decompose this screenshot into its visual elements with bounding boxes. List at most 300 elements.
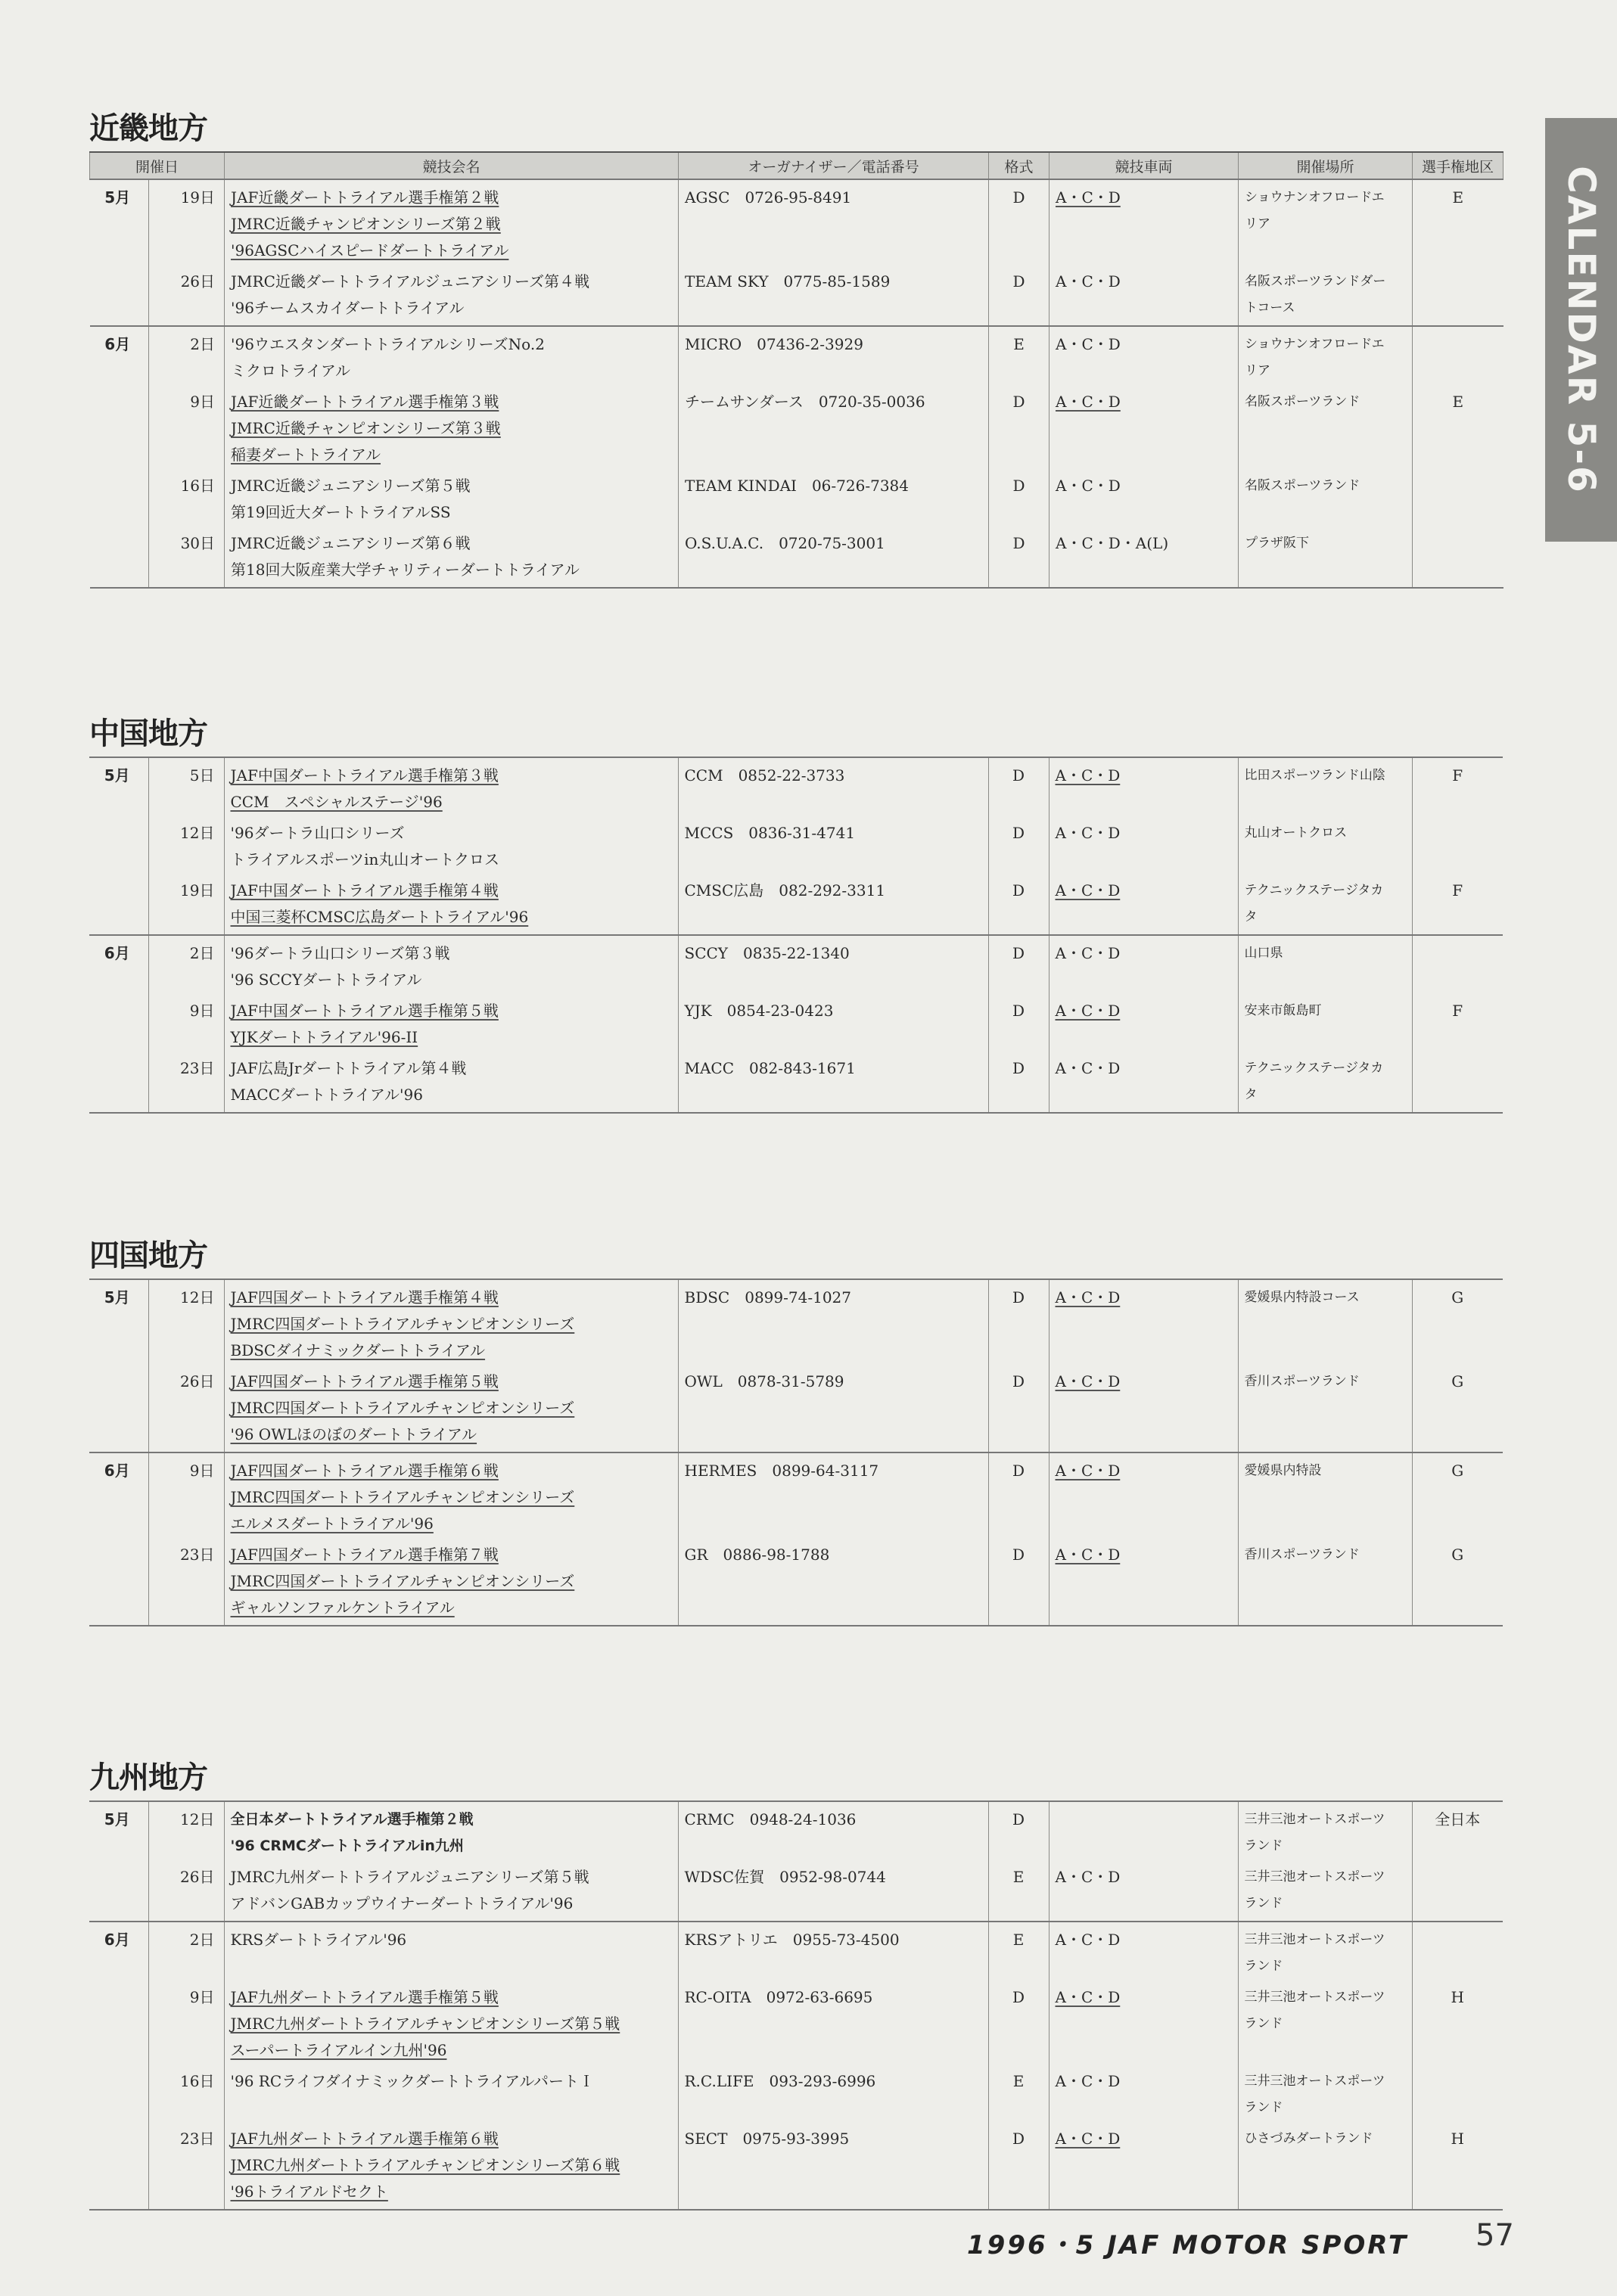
event-name-cell bbox=[225, 179, 679, 264]
championship-region-cell bbox=[1412, 1051, 1503, 1113]
vehicles-cell bbox=[1049, 1279, 1238, 1364]
month-cell: 5月 bbox=[104, 1288, 130, 1306]
championship-region-cell bbox=[1412, 1922, 1503, 1980]
table-row bbox=[89, 1279, 1503, 1364]
day-cell: 19日 bbox=[149, 179, 225, 264]
event-name-line: ギャルソンファルケントライアル bbox=[230, 1599, 455, 1617]
column-header: 開催日 bbox=[90, 152, 225, 179]
vehicles-cell bbox=[1049, 2121, 1238, 2210]
venue-cell bbox=[1238, 1051, 1412, 1113]
month-cell bbox=[89, 1859, 148, 1922]
format-cell: E bbox=[988, 2064, 1049, 2121]
month-cell bbox=[89, 2121, 148, 2210]
event-name-line: JAF広島Jrダートトライアル第４戦 bbox=[230, 1059, 467, 1077]
event-name-cell bbox=[224, 1452, 678, 1537]
venue-line: 三井三池オートスポーツ bbox=[1244, 1932, 1385, 1947]
event-name-line: '96トライアルドセクト bbox=[230, 2183, 388, 2201]
month-cell: 5月 bbox=[104, 1810, 130, 1828]
vehicles-cell bbox=[1049, 993, 1238, 1051]
event-name-line: JMRC四国ダートトライアルチャンピオンシリーズ bbox=[230, 1572, 575, 1590]
venue-cell bbox=[1239, 526, 1413, 588]
day-cell: 9日 bbox=[148, 1980, 224, 2064]
organizer-cell: HERMES 0899-64-3117 bbox=[678, 1452, 988, 1537]
month-cell bbox=[90, 526, 149, 588]
championship-region-cell: G bbox=[1412, 1364, 1503, 1452]
venue-line: 名阪スポーツランド bbox=[1245, 478, 1360, 493]
event-name-cell bbox=[225, 468, 679, 526]
month-group bbox=[89, 1922, 1503, 2210]
month-cell: 6月 bbox=[104, 1931, 130, 1949]
event-name-cell bbox=[225, 384, 679, 468]
organizer-cell: TEAM KINDAI 06-726-7384 bbox=[679, 468, 989, 526]
calendar-tab bbox=[1545, 118, 1617, 542]
day-cell: 2日 bbox=[148, 935, 224, 993]
event-name-line: MACCダートトライアル'96 bbox=[230, 1086, 423, 1104]
event-name-line: JAF近畿ダートトライアル選手権第３戦 bbox=[231, 393, 499, 411]
event-name-line: JMRC近畿ジュニアシリーズ第６戦 bbox=[231, 534, 471, 552]
vehicles-cell bbox=[1049, 935, 1238, 993]
format-cell: E bbox=[989, 326, 1049, 384]
championship-region-cell bbox=[1413, 526, 1503, 588]
organizer-cell: YJK 0854-23-0423 bbox=[678, 993, 988, 1051]
table-row bbox=[89, 935, 1503, 993]
organizer-cell: KRSアトリエ 0955-73-4500 bbox=[678, 1922, 988, 1980]
venue-cell bbox=[1238, 993, 1412, 1051]
venue-line: ランド bbox=[1244, 1896, 1283, 1911]
event-name-cell bbox=[225, 326, 679, 384]
event-name-line: JAF近畿ダートトライアル選手権第２戦 bbox=[231, 188, 499, 207]
vehicle-classes: A・C・D bbox=[1055, 824, 1121, 842]
vehicle-classes: A・C・D bbox=[1055, 881, 1121, 899]
venue-line: ランド bbox=[1244, 2100, 1283, 2115]
vehicles-cell bbox=[1049, 816, 1238, 873]
event-name-line: 中国三菱杯CMSC広島ダートトライアル'96 bbox=[230, 908, 529, 926]
venue-line: 山口県 bbox=[1244, 946, 1283, 961]
championship-region-cell: 全日本 bbox=[1412, 1801, 1503, 1859]
vehicle-classes: A・C・D bbox=[1056, 393, 1121, 411]
organizer-cell: O.S.U.A.C. 0720-75-3001 bbox=[679, 526, 989, 588]
championship-region-cell bbox=[1412, 816, 1503, 873]
event-name-line: BDSCダイナミックダートトライアル bbox=[230, 1341, 486, 1359]
venue-line: トコース bbox=[1245, 300, 1295, 315]
event-name-line: '96ダートラ山口シリーズ bbox=[230, 824, 405, 842]
event-name-line: '96 CRMCダートトライアルin九州 bbox=[230, 1838, 464, 1854]
format-cell: D bbox=[989, 384, 1049, 468]
month-cell bbox=[89, 2064, 148, 2121]
venue-cell bbox=[1238, 816, 1412, 873]
section-title: 四国地方 bbox=[89, 1238, 207, 1273]
event-name-cell bbox=[224, 1859, 678, 1922]
event-name-cell bbox=[224, 1279, 678, 1364]
venue-line: 安来市飯島町 bbox=[1244, 1003, 1322, 1018]
event-name-line: '96ダートラ山口シリーズ第３戦 bbox=[230, 944, 450, 962]
championship-region-cell bbox=[1413, 326, 1503, 384]
vehicles-cell bbox=[1049, 1980, 1238, 2064]
table-row bbox=[89, 1859, 1503, 1922]
month-group bbox=[90, 326, 1503, 588]
vehicle-classes: A・C・D bbox=[1055, 1868, 1121, 1886]
event-name-line: JAF中国ダートトライアル選手権第４戦 bbox=[230, 881, 499, 899]
event-name-cell bbox=[224, 757, 678, 816]
venue-line: ひさづみダートランド bbox=[1244, 2131, 1373, 2146]
venue-line: 名阪スポーツランド bbox=[1245, 394, 1360, 409]
championship-region-cell: H bbox=[1412, 2121, 1503, 2210]
table-row bbox=[90, 468, 1503, 526]
section-title: 九州地方 bbox=[89, 1760, 207, 1795]
event-name-line: ミクロトライアル bbox=[231, 362, 351, 380]
venue-line: 三井三池オートスポーツ bbox=[1244, 1869, 1385, 1884]
day-cell: 5日 bbox=[148, 757, 224, 816]
event-name-line: JAF四国ダートトライアル選手権第６戦 bbox=[230, 1462, 499, 1480]
venue-cell bbox=[1238, 2064, 1412, 2121]
section bbox=[89, 106, 1503, 589]
venue-line: タ bbox=[1244, 1087, 1258, 1102]
event-name-line: JAF四国ダートトライアル選手権第５戦 bbox=[230, 1372, 499, 1390]
venue-cell bbox=[1238, 1537, 1412, 1626]
event-name-cell bbox=[224, 873, 678, 935]
format-cell: D bbox=[989, 264, 1049, 326]
section bbox=[89, 711, 1503, 1114]
vehicles-cell bbox=[1049, 264, 1239, 326]
venue-line: 名阪スポーツランドダー bbox=[1245, 274, 1386, 289]
organizer-cell: AGSC 0726-95-8491 bbox=[679, 179, 989, 264]
month-cell bbox=[90, 384, 149, 468]
day-cell: 12日 bbox=[148, 1279, 224, 1364]
event-name-cell bbox=[225, 526, 679, 588]
venue-cell bbox=[1238, 1801, 1412, 1859]
event-name-line: JMRC四国ダートトライアルチャンピオンシリーズ bbox=[230, 1488, 575, 1506]
venue-cell bbox=[1238, 1922, 1412, 1980]
format-cell: D bbox=[988, 1801, 1049, 1859]
vehicles-cell bbox=[1049, 1452, 1238, 1537]
column-header: 開催場所 bbox=[1239, 152, 1413, 179]
vehicles-cell bbox=[1049, 1922, 1238, 1980]
organizer-cell: TEAM SKY 0775-85-1589 bbox=[679, 264, 989, 326]
month-cell bbox=[90, 468, 149, 526]
organizer-cell: WDSC佐賀 0952-98-0744 bbox=[678, 1859, 988, 1922]
event-name-line: JMRC四国ダートトライアルチャンピオンシリーズ bbox=[230, 1315, 575, 1333]
vehicles-cell bbox=[1049, 468, 1239, 526]
venue-line: ランド bbox=[1244, 1838, 1283, 1853]
event-name-line: JMRC近畿ジュニアシリーズ第５戦 bbox=[231, 477, 471, 495]
format-cell: D bbox=[988, 1537, 1049, 1626]
venue-cell bbox=[1239, 179, 1413, 264]
organizer-cell: OWL 0878-31-5789 bbox=[678, 1364, 988, 1452]
day-cell: 30日 bbox=[149, 526, 225, 588]
event-name-cell bbox=[224, 2064, 678, 2121]
month-cell: 5月 bbox=[104, 766, 130, 784]
month-cell bbox=[90, 264, 149, 326]
event-name-line: アドバンGABカップウイナーダートトライアル'96 bbox=[230, 1894, 574, 1912]
schedule-table bbox=[89, 757, 1503, 1114]
vehicle-classes: A・C・D bbox=[1055, 1931, 1121, 1949]
championship-region-cell: F bbox=[1412, 993, 1503, 1051]
championship-region-cell bbox=[1412, 2064, 1503, 2121]
event-name-line: スーパートライアルイン九州'96 bbox=[230, 2041, 447, 2059]
vehicle-classes: A・C・D bbox=[1055, 2130, 1121, 2148]
format-cell: D bbox=[988, 1980, 1049, 2064]
table-row bbox=[89, 1922, 1503, 1980]
column-header: 競技車両 bbox=[1049, 152, 1239, 179]
vehicle-classes: A・C・D bbox=[1055, 2072, 1121, 2090]
venue-line: 三井三池オートスポーツ bbox=[1244, 1990, 1385, 2005]
format-cell: E bbox=[988, 1859, 1049, 1922]
table-row bbox=[89, 1051, 1503, 1113]
venue-cell bbox=[1238, 1452, 1412, 1537]
vehicle-classes: A・C・D bbox=[1056, 335, 1121, 353]
table-row bbox=[90, 264, 1503, 326]
venue-cell bbox=[1239, 326, 1413, 384]
organizer-cell: チームサンダース 0720-35-0036 bbox=[679, 384, 989, 468]
day-cell: 9日 bbox=[148, 993, 224, 1051]
month-cell bbox=[89, 1980, 148, 2064]
format-cell: D bbox=[989, 526, 1049, 588]
event-name-line: YJKダートトライアル'96-II bbox=[230, 1028, 418, 1046]
day-cell: 26日 bbox=[148, 1859, 224, 1922]
organizer-cell: R.C.LIFE 093-293-6996 bbox=[678, 2064, 988, 2121]
venue-cell bbox=[1238, 1859, 1412, 1922]
day-cell: 2日 bbox=[149, 326, 225, 384]
schedule-table bbox=[89, 151, 1503, 589]
vehicles-cell bbox=[1049, 1364, 1238, 1452]
event-name-line: JMRC九州ダートトライアルチャンピオンシリーズ第６戦 bbox=[230, 2156, 620, 2174]
vehicles-cell bbox=[1049, 873, 1238, 935]
event-name-line: '96 OWLほのぼのダートトライアル bbox=[230, 1425, 477, 1443]
vehicles-cell bbox=[1049, 1537, 1238, 1626]
organizer-cell: GR 0886-98-1788 bbox=[678, 1537, 988, 1626]
vehicle-classes: A・C・D bbox=[1055, 1372, 1121, 1390]
table-row bbox=[89, 873, 1503, 935]
event-name-line: 第18回大阪産業大学チャリティーダートトライアル bbox=[231, 561, 580, 579]
format-cell: D bbox=[988, 1051, 1049, 1113]
event-name-line: JMRC九州ダートトライアルジュニアシリーズ第５戦 bbox=[230, 1868, 589, 1886]
event-name-cell bbox=[224, 1801, 678, 1859]
organizer-cell: RC-OITA 0972-63-6695 bbox=[678, 1980, 988, 2064]
event-name-cell bbox=[224, 2121, 678, 2210]
championship-region-cell bbox=[1413, 468, 1503, 526]
format-cell: D bbox=[988, 1452, 1049, 1537]
month-cell bbox=[89, 1051, 148, 1113]
day-cell: 2日 bbox=[148, 1922, 224, 1980]
organizer-cell: CCM 0852-22-3733 bbox=[678, 757, 988, 816]
event-name-line: JAF中国ダートトライアル選手権第５戦 bbox=[230, 1002, 499, 1020]
event-name-line: JAF四国ダートトライアル選手権第７戦 bbox=[230, 1546, 499, 1564]
championship-region-cell: G bbox=[1412, 1537, 1503, 1626]
championship-region-cell: F bbox=[1412, 757, 1503, 816]
championship-region-cell: G bbox=[1412, 1279, 1503, 1364]
vehicle-classes: A・C・D bbox=[1056, 272, 1121, 290]
event-name-line: '96 RCライフダイナミックダートトライアルパートＩ bbox=[230, 2072, 594, 2090]
table-row bbox=[89, 1537, 1503, 1626]
venue-line: 三井三池オートスポーツ bbox=[1244, 1812, 1385, 1827]
format-cell: D bbox=[988, 1279, 1049, 1364]
championship-region-cell: E bbox=[1413, 179, 1503, 264]
table-row bbox=[89, 2121, 1503, 2210]
venue-line: テクニックステージタカ bbox=[1244, 1061, 1384, 1076]
event-name-line: JAF四国ダートトライアル選手権第４戦 bbox=[230, 1288, 499, 1306]
table-row bbox=[90, 179, 1503, 264]
vehicles-cell bbox=[1049, 1051, 1238, 1113]
month-cell bbox=[89, 873, 148, 935]
event-name-cell bbox=[224, 1364, 678, 1452]
event-name-line: '96 SCCYダートトライアル bbox=[230, 971, 422, 989]
organizer-cell: MICRO 07436-2-3929 bbox=[679, 326, 989, 384]
event-name-line: KRSダートトライアル'96 bbox=[230, 1931, 407, 1949]
championship-region-cell: E bbox=[1413, 384, 1503, 468]
day-cell: 26日 bbox=[149, 264, 225, 326]
table-row bbox=[90, 526, 1503, 588]
column-header: 競技会名 bbox=[225, 152, 679, 179]
table-row bbox=[90, 326, 1503, 384]
venue-cell bbox=[1238, 1279, 1412, 1364]
event-name-line: JMRC四国ダートトライアルチャンピオンシリーズ bbox=[230, 1399, 575, 1417]
vehicle-classes: A・C・D bbox=[1055, 1462, 1121, 1480]
vehicle-classes: A・C・D bbox=[1056, 477, 1121, 495]
vehicle-classes: A・C・D bbox=[1055, 766, 1121, 784]
format-cell: D bbox=[989, 179, 1049, 264]
event-name-cell bbox=[224, 993, 678, 1051]
venue-cell bbox=[1238, 2121, 1412, 2210]
venue-cell bbox=[1238, 757, 1412, 816]
event-name-line: JMRC近畿チャンピオンシリーズ第２戦 bbox=[231, 215, 501, 233]
table-row bbox=[89, 1980, 1503, 2064]
column-header: 選手権地区 bbox=[1413, 152, 1503, 179]
vehicles-cell bbox=[1049, 526, 1239, 588]
table-row bbox=[89, 757, 1503, 816]
day-cell: 23日 bbox=[148, 2121, 224, 2210]
event-name-line: エルメスダートトライアル'96 bbox=[230, 1515, 434, 1533]
venue-line: リア bbox=[1245, 363, 1271, 378]
venue-cell bbox=[1239, 468, 1413, 526]
venue-cell bbox=[1239, 264, 1413, 326]
event-name-line: JMRC近畿チャンピオンシリーズ第３戦 bbox=[231, 419, 501, 437]
venue-cell bbox=[1238, 873, 1412, 935]
day-cell: 19日 bbox=[148, 873, 224, 935]
table-row bbox=[89, 1364, 1503, 1452]
championship-region-cell: F bbox=[1412, 873, 1503, 935]
event-name-line: JAF中国ダートトライアル選手権第３戦 bbox=[230, 766, 499, 784]
event-name-line: JAF九州ダートトライアル選手権第６戦 bbox=[230, 2130, 499, 2148]
section bbox=[89, 1233, 1503, 1626]
month-cell: 6月 bbox=[104, 1462, 130, 1480]
event-name-line: トライアルスポーツin丸山オートクロス bbox=[230, 850, 499, 868]
table-row bbox=[90, 384, 1503, 468]
event-name-line: JMRC近畿ダートトライアルジュニアシリーズ第４戦 bbox=[231, 272, 590, 290]
day-cell: 12日 bbox=[148, 816, 224, 873]
event-name-line: '96ウエスタンダートトライアルシリーズNo.2 bbox=[231, 335, 545, 353]
section-title: 中国地方 bbox=[89, 716, 207, 751]
vehicle-classes: A・C・D・A(L) bbox=[1056, 534, 1169, 552]
venue-cell bbox=[1238, 1364, 1412, 1452]
day-cell: 16日 bbox=[149, 468, 225, 526]
schedule-table bbox=[89, 1278, 1503, 1626]
column-header: 格式 bbox=[989, 152, 1049, 179]
format-cell: D bbox=[988, 993, 1049, 1051]
venue-cell bbox=[1238, 935, 1412, 993]
organizer-cell: MACC 082-843-1671 bbox=[678, 1051, 988, 1113]
table-row bbox=[89, 993, 1503, 1051]
event-name-line: JMRC九州ダートトライアルチャンピオンシリーズ第５戦 bbox=[230, 2015, 620, 2033]
vehicles-cell bbox=[1049, 326, 1239, 384]
organizer-cell: CMSC広島 082-292-3311 bbox=[678, 873, 988, 935]
vehicle-classes: A・C・D bbox=[1055, 1546, 1121, 1564]
vehicles-cell bbox=[1049, 1859, 1238, 1922]
venue-line: ショウナンオフロードエ bbox=[1245, 337, 1385, 352]
event-name-line: 稲妻ダートトライアル bbox=[231, 446, 381, 464]
month-cell bbox=[89, 816, 148, 873]
month-group bbox=[89, 1801, 1503, 1922]
table-header bbox=[90, 152, 1503, 179]
vehicles-cell bbox=[1049, 384, 1239, 468]
format-cell: D bbox=[988, 873, 1049, 935]
venue-line: ランド bbox=[1244, 1959, 1283, 1974]
month-group bbox=[89, 935, 1503, 1113]
format-cell: D bbox=[988, 757, 1049, 816]
month-group bbox=[89, 1279, 1503, 1452]
venue-line: 三井三池オートスポーツ bbox=[1244, 2074, 1385, 2089]
event-name-cell bbox=[224, 1980, 678, 2064]
event-name-line: 第19回近大ダートトライアルSS bbox=[231, 503, 451, 521]
format-cell: D bbox=[988, 816, 1049, 873]
vehicle-classes: A・C・D bbox=[1056, 188, 1121, 207]
event-name-cell bbox=[224, 1537, 678, 1626]
vehicle-classes: A・C・D bbox=[1055, 1288, 1121, 1306]
day-cell: 23日 bbox=[148, 1537, 224, 1626]
footer-brand: 1996・5 JAF MOTOR SPORT bbox=[967, 2230, 1409, 2260]
event-name-line: 全日本ダートトライアル選手権第２戦 bbox=[230, 1811, 474, 1828]
page-number: 57 bbox=[1476, 2218, 1514, 2253]
day-cell: 16日 bbox=[148, 2064, 224, 2121]
venue-line: 愛媛県内特設 bbox=[1244, 1463, 1322, 1478]
tab-label: CALENDAR 5-6 bbox=[1559, 166, 1603, 494]
table-row bbox=[89, 2064, 1503, 2121]
format-cell: D bbox=[989, 468, 1049, 526]
organizer-cell: BDSC 0899-74-1027 bbox=[678, 1279, 988, 1364]
venue-line: テクニックステージタカ bbox=[1244, 883, 1384, 898]
day-cell: 9日 bbox=[148, 1452, 224, 1537]
month-cell bbox=[89, 993, 148, 1051]
format-cell: D bbox=[988, 935, 1049, 993]
vehicles-cell bbox=[1049, 757, 1238, 816]
event-name-line: '96チームスカイダートトライアル bbox=[231, 299, 465, 317]
format-cell: D bbox=[988, 1364, 1049, 1452]
venue-cell bbox=[1239, 384, 1413, 468]
event-name-cell bbox=[224, 1051, 678, 1113]
day-cell: 23日 bbox=[148, 1051, 224, 1113]
month-cell bbox=[89, 1537, 148, 1626]
venue-line: リア bbox=[1245, 216, 1271, 231]
section-title: 近畿地方 bbox=[89, 111, 207, 146]
vehicles-cell bbox=[1049, 2064, 1238, 2121]
venue-cell bbox=[1238, 1980, 1412, 2064]
venue-line: 丸山オートクロス bbox=[1244, 825, 1348, 840]
day-cell: 12日 bbox=[148, 1801, 224, 1859]
venue-line: 愛媛県内特設コース bbox=[1244, 1290, 1360, 1305]
day-cell: 26日 bbox=[148, 1364, 224, 1452]
column-header: オーガナイザー／電話番号 bbox=[679, 152, 989, 179]
vehicle-classes: A・C・D bbox=[1055, 944, 1121, 962]
vehicle-classes: A・C・D bbox=[1055, 1002, 1121, 1020]
championship-region-cell: G bbox=[1412, 1452, 1503, 1537]
month-cell: 6月 bbox=[104, 944, 130, 962]
event-name-line: CCM スペシャルステージ'96 bbox=[230, 793, 443, 811]
venue-line: 香川スポーツランド bbox=[1244, 1547, 1360, 1562]
championship-region-cell bbox=[1413, 264, 1503, 326]
vehicle-classes: A・C・D bbox=[1055, 1988, 1121, 2006]
event-name-cell bbox=[225, 264, 679, 326]
day-cell: 9日 bbox=[149, 384, 225, 468]
month-cell: 6月 bbox=[104, 335, 131, 353]
